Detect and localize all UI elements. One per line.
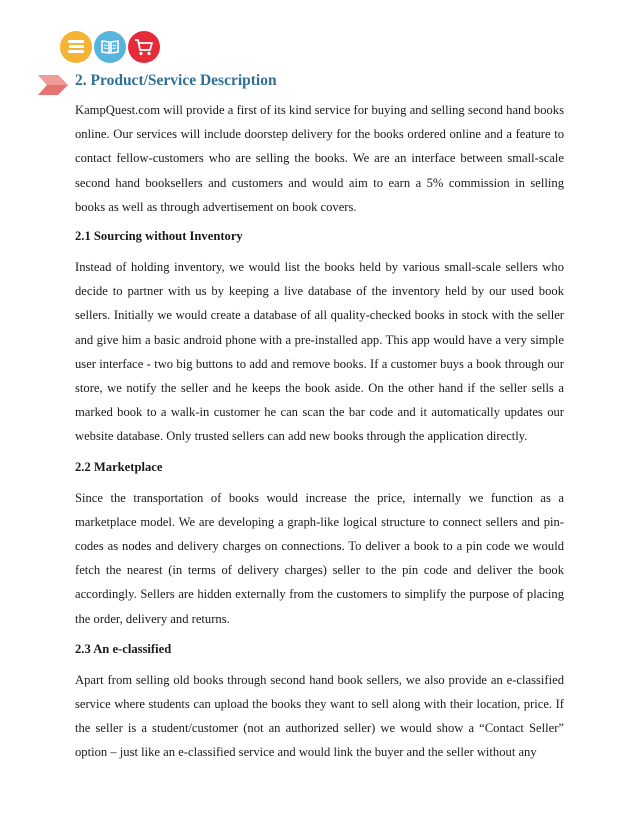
shopping-cart-icon (128, 31, 160, 63)
section-title: 2. Product/Service Description (75, 72, 277, 89)
open-book-icon (94, 31, 126, 63)
books-stack-icon (60, 31, 92, 63)
subsection-heading: 2.1 Sourcing without Inventory (75, 229, 243, 244)
subsection-heading: 2.3 An e-classified (75, 641, 172, 656)
subsection-paragraph: Apart from selling old books through second hand book sellers, we also provide an e-classified service where students can upload the books they want to sell along with their location, price. If the seller is a student/customer (not an authorized seller) we would show a “Contact Seller” option – just like an e-classified service and would link the buyer and the seller without any (75, 672, 564, 760)
document-body (75, 98, 564, 765)
subsection-heading: 2.2 Marketplace (75, 459, 163, 474)
intro-paragraph: KampQuest.com will provide a first of its kind service for buying and selling second hand books online. Our services will include doorstep delivery for the books ordered online and a feature to contact fellow-customers who are selling the books. We are an interface between small-scale second hand booksellers and customers and would aim to earn a 5% commission in selling books as well as through advertisement on book covers. (75, 103, 564, 214)
subsection-paragraph: Since the transportation of books would increase the price, internally we function as a marketplace model. We are developing a graph-like logical structure to connect sellers and pin-codes as nodes and delivery charges on connections. To deliver a book to a pin code we would fetch the nearest (in terms of delivery charges) seller to the pin code and deliver the book accordingly. Sellers are hidden externally from the customers to simplify the purpose of placing the order, delivery and returns. (75, 490, 564, 626)
section-arrow-icon (38, 73, 70, 97)
subsection-paragraph: Instead of holding inventory, we would list the books held by various small-scale sellers who decide to partner with us by keeping a live database of the inventory held by our used book sellers. Initially we would create a database of all quality-checked books in stock with the seller and give him a basic android phone with a pre-installed app. This app would have a very simple user interface - two big buttons to add and remove books. If a customer buys a book through our store, we notify the seller and he keeps the book aside. On the other hand if the seller sells a marked book to a walk-in customer he can scan the bar code and it automatically updates our website database. Only trusted sellers can add new books through the application directly. (75, 260, 564, 444)
